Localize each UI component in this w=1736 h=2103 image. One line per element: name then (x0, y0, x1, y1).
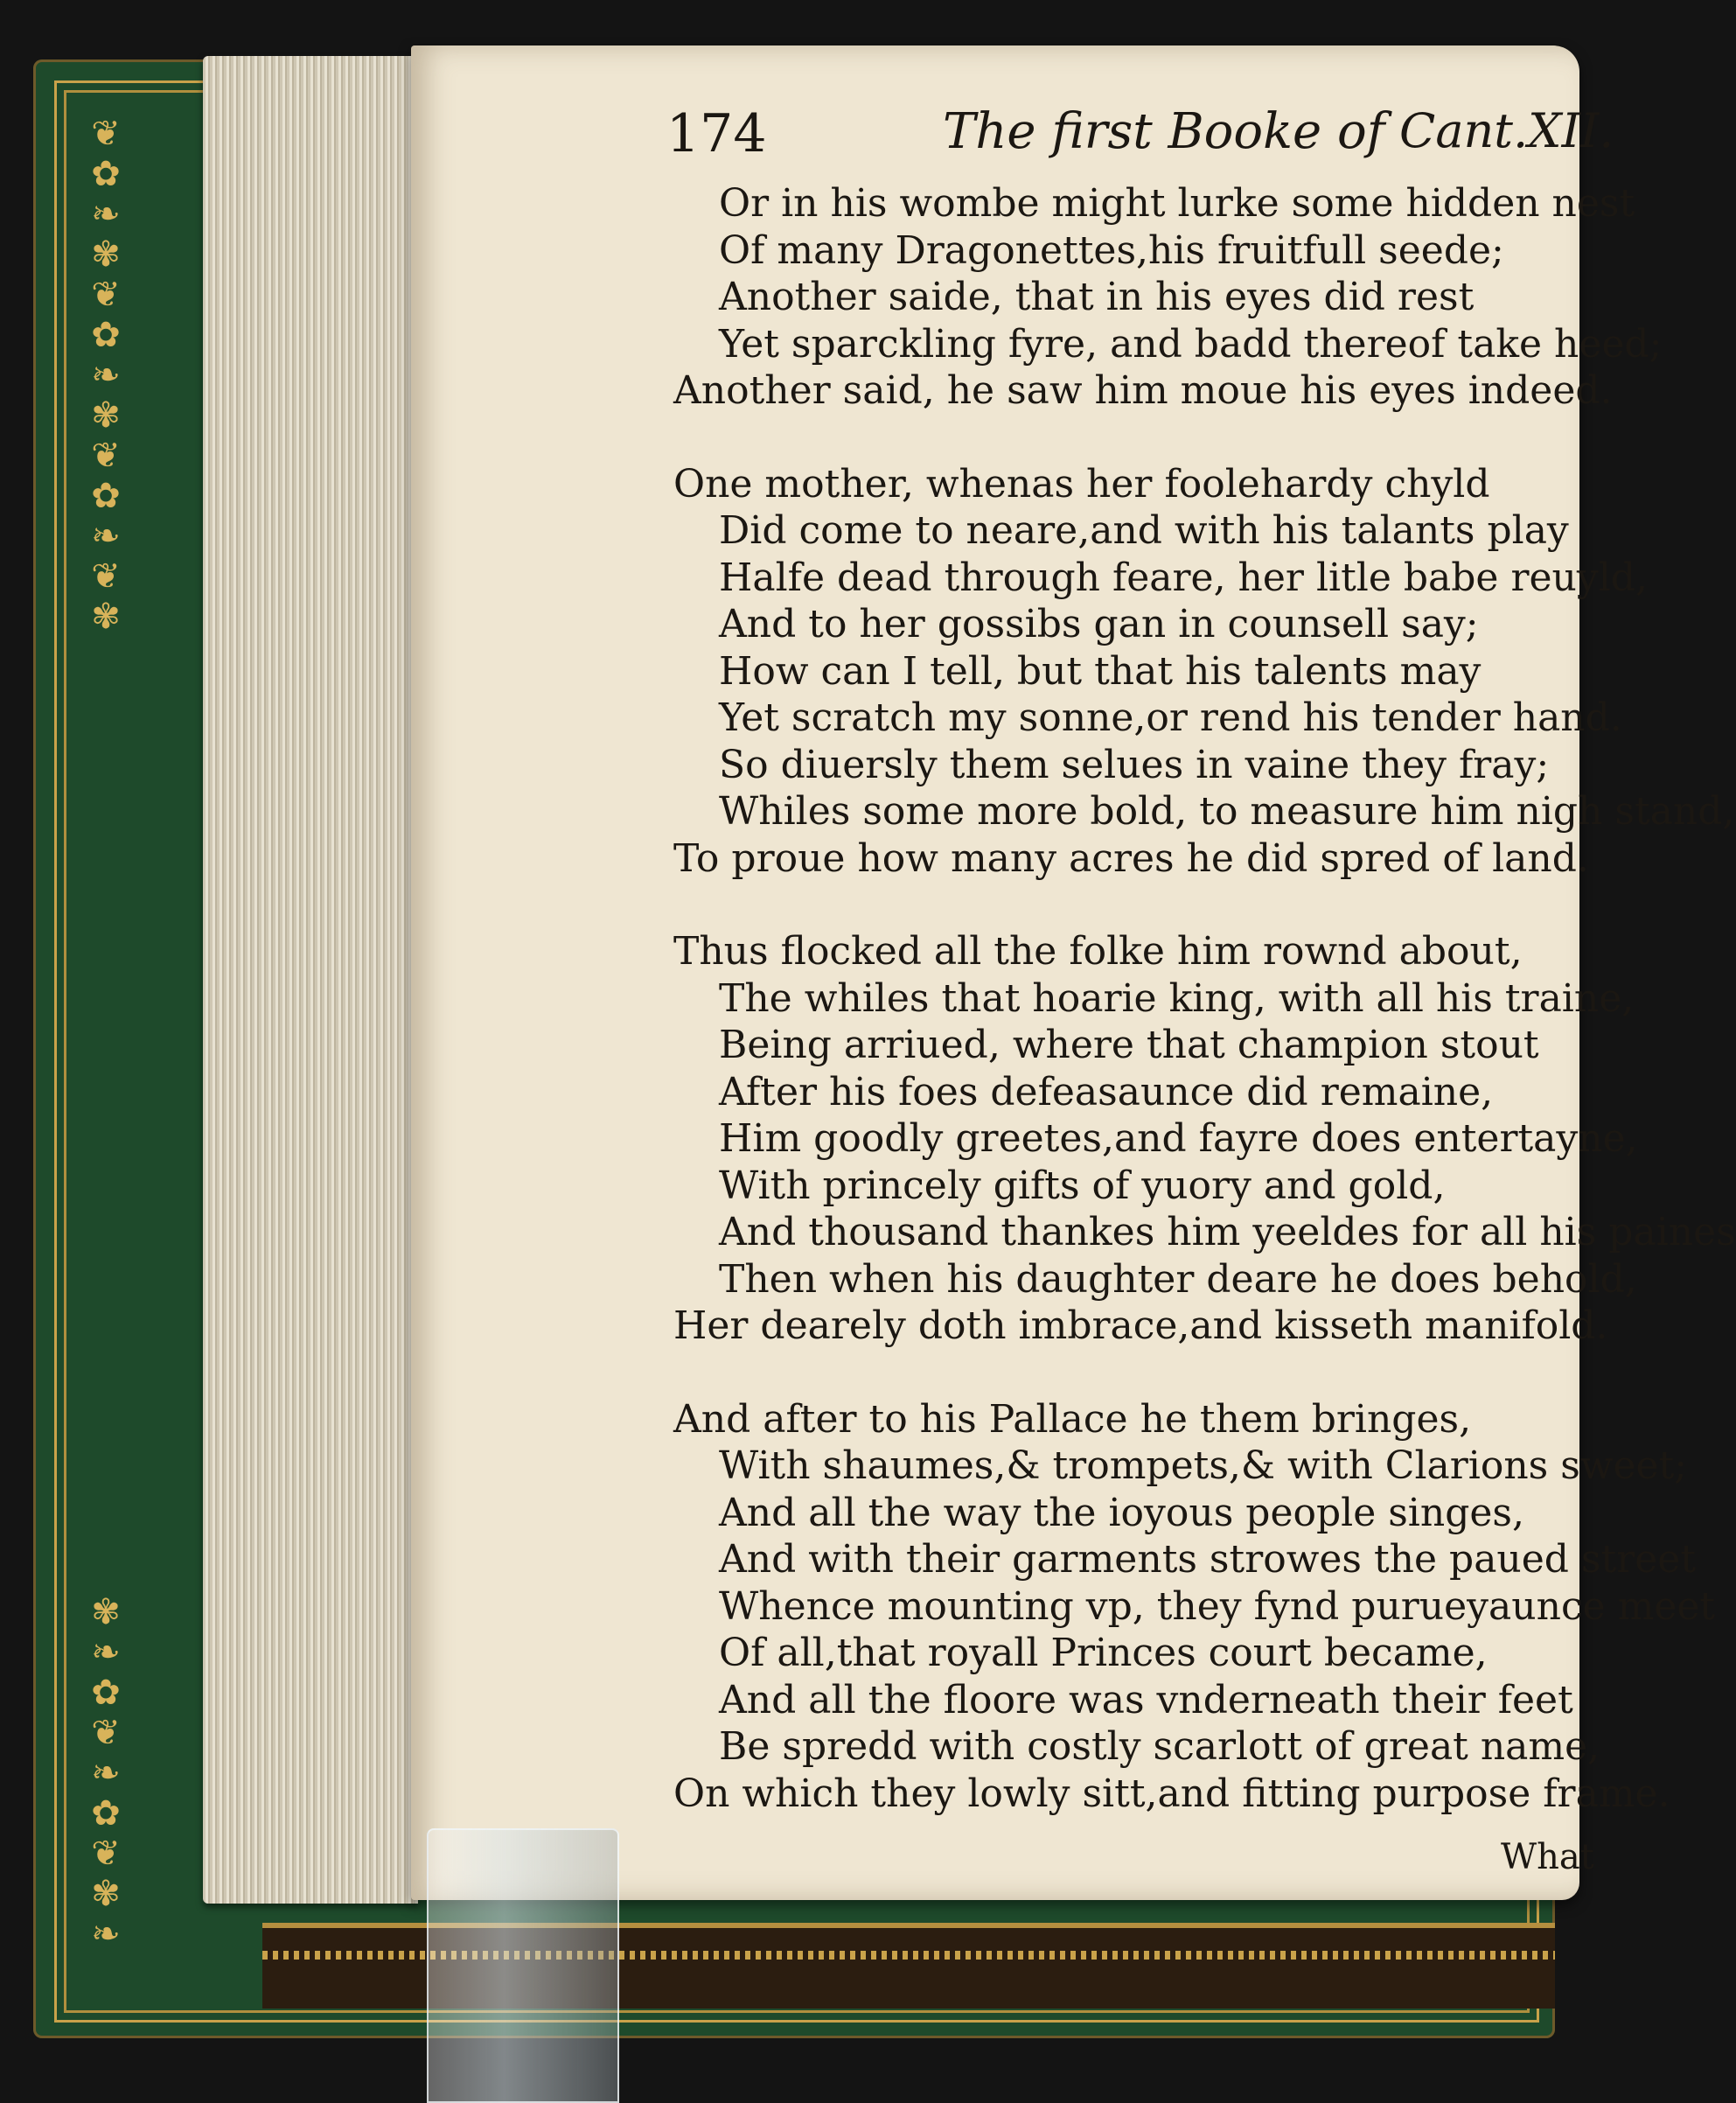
verse-line: Did come to neare,and with his talants play (719, 508, 1569, 553)
verse-line: Being arriued, where that champion stout (719, 1023, 1539, 1067)
verse-line: The whiles that hoarie king, with all his traine, (719, 975, 1635, 1021)
verse-line: After his foes defeasaunce did remaine, (719, 1069, 1494, 1114)
verse-line: Him goodly greetes,and fayre does entertayne, (719, 1116, 1638, 1161)
verse-line: Another said, he saw him moue his eyes indeed. (673, 368, 1613, 413)
stanza (673, 1396, 1716, 1818)
verse-line: Her dearely doth imbrace,and kisseth manifold. (673, 1303, 1608, 1348)
verse-line: And after to his Pallace he them bringes, (673, 1396, 1472, 1442)
verse-line: Yet sparckling fyre, and badd thereof take heed; (719, 321, 1663, 367)
verse-line: Halfe dead through feare, her litle babe reuyld, (719, 555, 1648, 600)
page-weight (427, 1828, 619, 2103)
verse-line: With shaumes,& trompets,& with Clarions sweet; (719, 1443, 1688, 1488)
stanza (673, 180, 1663, 415)
verse-line: To proue how many acres he did spred of land. (673, 835, 1589, 881)
gilt-ornament-top: ❦ ✿ ❧ ✾ ❦ ✿ ❧ ✾ ❦ ✿ ❧ ❦ ✾ (91, 114, 121, 637)
verse-line: With princely gifts of yuory and gold, (719, 1163, 1446, 1208)
verse-line: And thousand thankes him yeeldes for all his paines (719, 1210, 1736, 1254)
stanza-gap (673, 1350, 1565, 1396)
verse-line: And to her gossibs gan in counsell say; (719, 602, 1479, 646)
verse-line: And all the way the ioyous people singes, (719, 1490, 1524, 1535)
page-edges (203, 56, 418, 1904)
verse-line: Thus flocked all the folke him rownd about, (673, 929, 1523, 974)
gilt-ornament-bottom: ✾ ❧ ✿ ❦ ❧ ✿ ❦ ✾ ❧ (91, 1592, 121, 1954)
verse-line: Of all,that royall Princes court became, (719, 1631, 1488, 1675)
verse-line: Of many Dragonettes,his fruitfull seede; (719, 227, 1504, 273)
verse-line: Whiles some more bold, to measure him nigh stand, (719, 789, 1735, 834)
verse-line: Whence mounting vp, they fynd purueyaunce meet (719, 1583, 1716, 1629)
verse-line: And all the floore was vnderneath their feet (719, 1677, 1573, 1722)
verse-line: One mother, whenas her foolehardy chyld (673, 461, 1490, 507)
poem-text (673, 180, 1736, 1817)
verse-line: On which they lowly sitt,and fitting purpose frame. (673, 1771, 1670, 1816)
stanza (673, 461, 1735, 883)
stanza (673, 928, 1736, 1350)
verse-line: Be spredd with costly scarlott of great name, (719, 1724, 1600, 1769)
verse-line: How can I tell, but that his talents may (719, 648, 1482, 694)
running-title: The first Booke of (943, 103, 1385, 160)
stanza-gap (673, 415, 1565, 461)
verse-line: Or in his wombe might lurke some hidden nest (719, 181, 1635, 226)
stanza-gap (673, 882, 1565, 928)
canto-label: Cant.XII. (1399, 103, 1614, 158)
verse-line: Then when his daughter deare he does behold, (719, 1256, 1637, 1302)
verse-line: So diuersly them selues in vaine they fray; (719, 742, 1550, 787)
catchword: What (1501, 1837, 1594, 1877)
verse-line: And with their garments strowes the paued street (719, 1537, 1697, 1582)
verse-line: Yet scratch my sonne,or rend his tender hand. (719, 695, 1622, 740)
verse-line: Another saide, that in his eyes did rest (719, 275, 1475, 319)
page-number: 174 (666, 103, 767, 164)
